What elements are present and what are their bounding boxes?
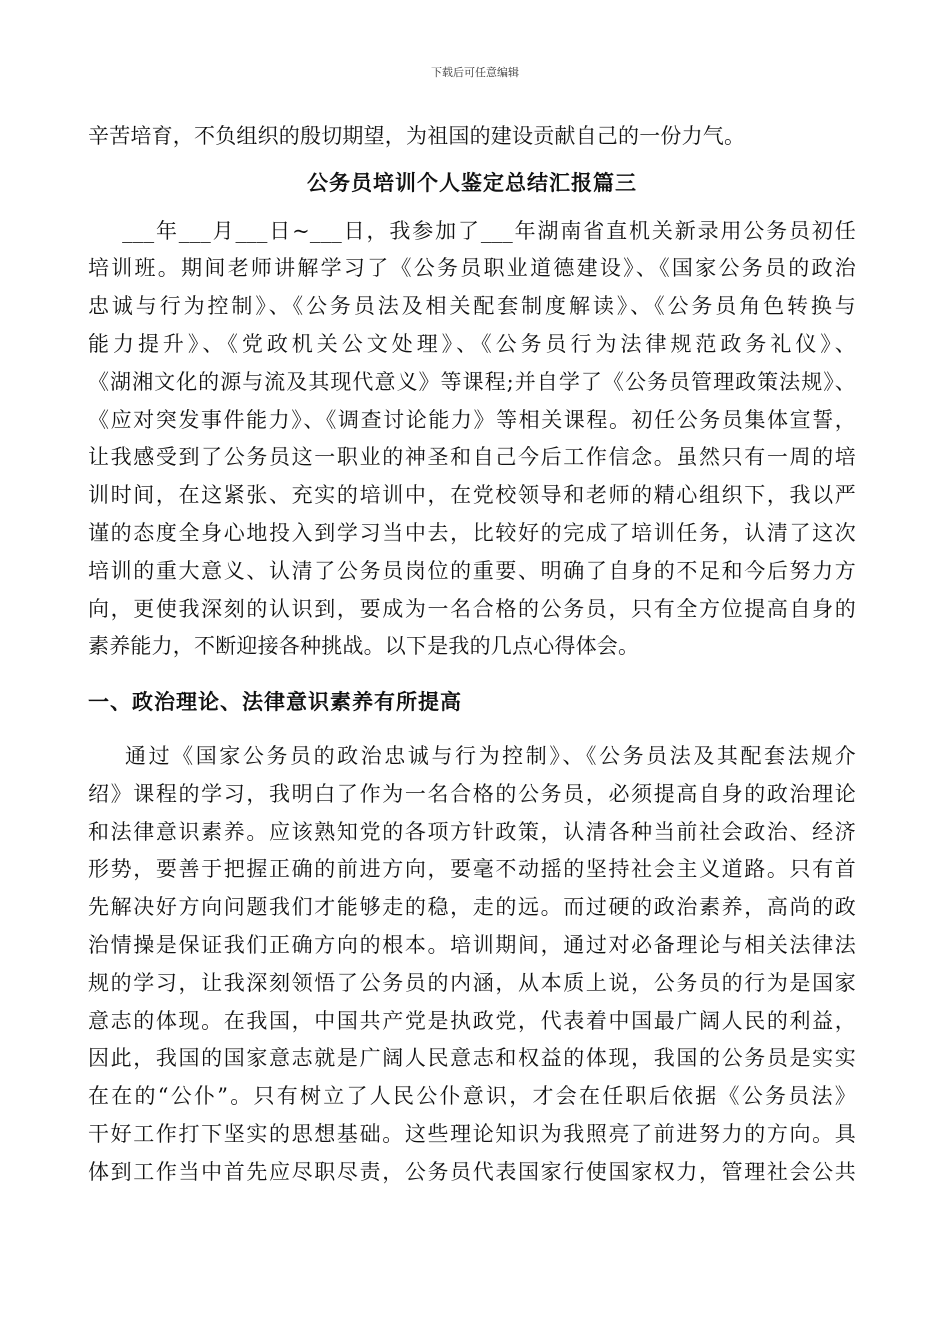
text-line: 培训班。期间老师讲解学习了《公务员职业道德建设》、《国家公务员的政治 <box>88 256 856 281</box>
text-line: 干好工作打下坚实的思想基础。这些理论知识为我照亮了前进努力的方向。具 <box>88 1121 856 1146</box>
text-line: 先解决好方向问题我们才能够走的稳，走的远。而过硬的政治素养，高尚的政 <box>88 895 856 920</box>
text-line: 谨的态度全身心地投入到学习当中去，比较好的完成了培训任务，认清了这次 <box>88 520 856 545</box>
paragraph-1 <box>88 213 856 667</box>
paragraph-2 <box>88 738 856 1192</box>
text-line: 在在的“公仆”。只有树立了人民公仆意识，才会在任职后依据《公务员法》 <box>88 1084 856 1109</box>
text-line: 治情操是保证我们正确方向的根本。培训期间，通过对必备理论与相关法律法 <box>88 932 856 957</box>
text-line: 忠诚与行为控制》、《公务员法及相关配套制度解读》、《公务员角色转换与 <box>88 294 856 319</box>
document-body <box>88 118 856 1192</box>
text-line: 体到工作当中首先应尽职尽责，公务员代表国家行使国家权力，管理社会公共 <box>88 1159 856 1184</box>
text-line: 能力提升》、《党政机关公文处理》、《公务员行为法律规范政务礼仪》、 <box>88 331 856 356</box>
text-line: 让我感受到了公务员这一职业的神圣和自己今后工作信念。虽然只有一周的培 <box>88 445 856 470</box>
text-line: 素养能力，不断迎接各种挑战。以下是我的几点心得体会。 <box>88 634 640 659</box>
text-line: 绍》课程的学习，我明白了作为一名合格的公务员，必须提高自身的政治理论 <box>88 781 856 806</box>
text-line: ___年___月___日~___日，我参加了___年湖南省直机关新录用公务员初任 <box>88 218 856 243</box>
text-line: 《应对突发事件能力》、《调查讨论能力》等相关课程。初任公务员集体宣誓， <box>88 407 856 432</box>
text-line: 因此，我国的国家意志就是广阔人民意志和权益的体现，我国的公务员是实实 <box>88 1046 856 1071</box>
text-line: 训时间，在这紧张、充实的培训中，在党校领导和老师的精心组织下，我以严 <box>88 483 856 508</box>
text-line: 规的学习，让我深刻领悟了公务员的内涵，从本质上说，公务员的行为是国家 <box>88 970 856 995</box>
text-line: 意志的体现。在我国，中国共产党是执政党，代表着中国最广阔人民的利益， <box>88 1008 856 1033</box>
section-title: 公务员培训个人鉴定总结汇报篇三 <box>307 169 637 195</box>
text-line: 培训的重大意义、认清了公务员岗位的重要、明确了自身的不足和今后努力方 <box>88 558 856 583</box>
section-heading: 一、政治理论、法律意识素养有所提高 <box>88 689 462 715</box>
text-line: 向，更使我深刻的认识到，要成为一名合格的公务员，只有全方位提高自身的 <box>88 596 856 621</box>
header-note: 下载后可任意编辑 <box>431 66 519 79</box>
text-line: 形势，要善于把握正确的前进方向，要毫不动摇的坚持社会主义道路。只有首 <box>88 857 856 882</box>
intro-line: 辛苦培育，不负组织的殷切期望，为祖国的建设贡献自己的一份力气。 <box>88 124 746 148</box>
text-line: 和法律意识素养。应该熟知党的各项方针政策，认清各种当前社会政治、经济 <box>88 819 856 844</box>
text-line: 通过《国家公务员的政治忠诚与行为控制》、《公务员法及其配套法规介 <box>88 743 856 768</box>
text-line: 《湖湘文化的源与流及其现代意义》等课程;并自学了《公务员管理政策法规》、 <box>88 369 856 394</box>
